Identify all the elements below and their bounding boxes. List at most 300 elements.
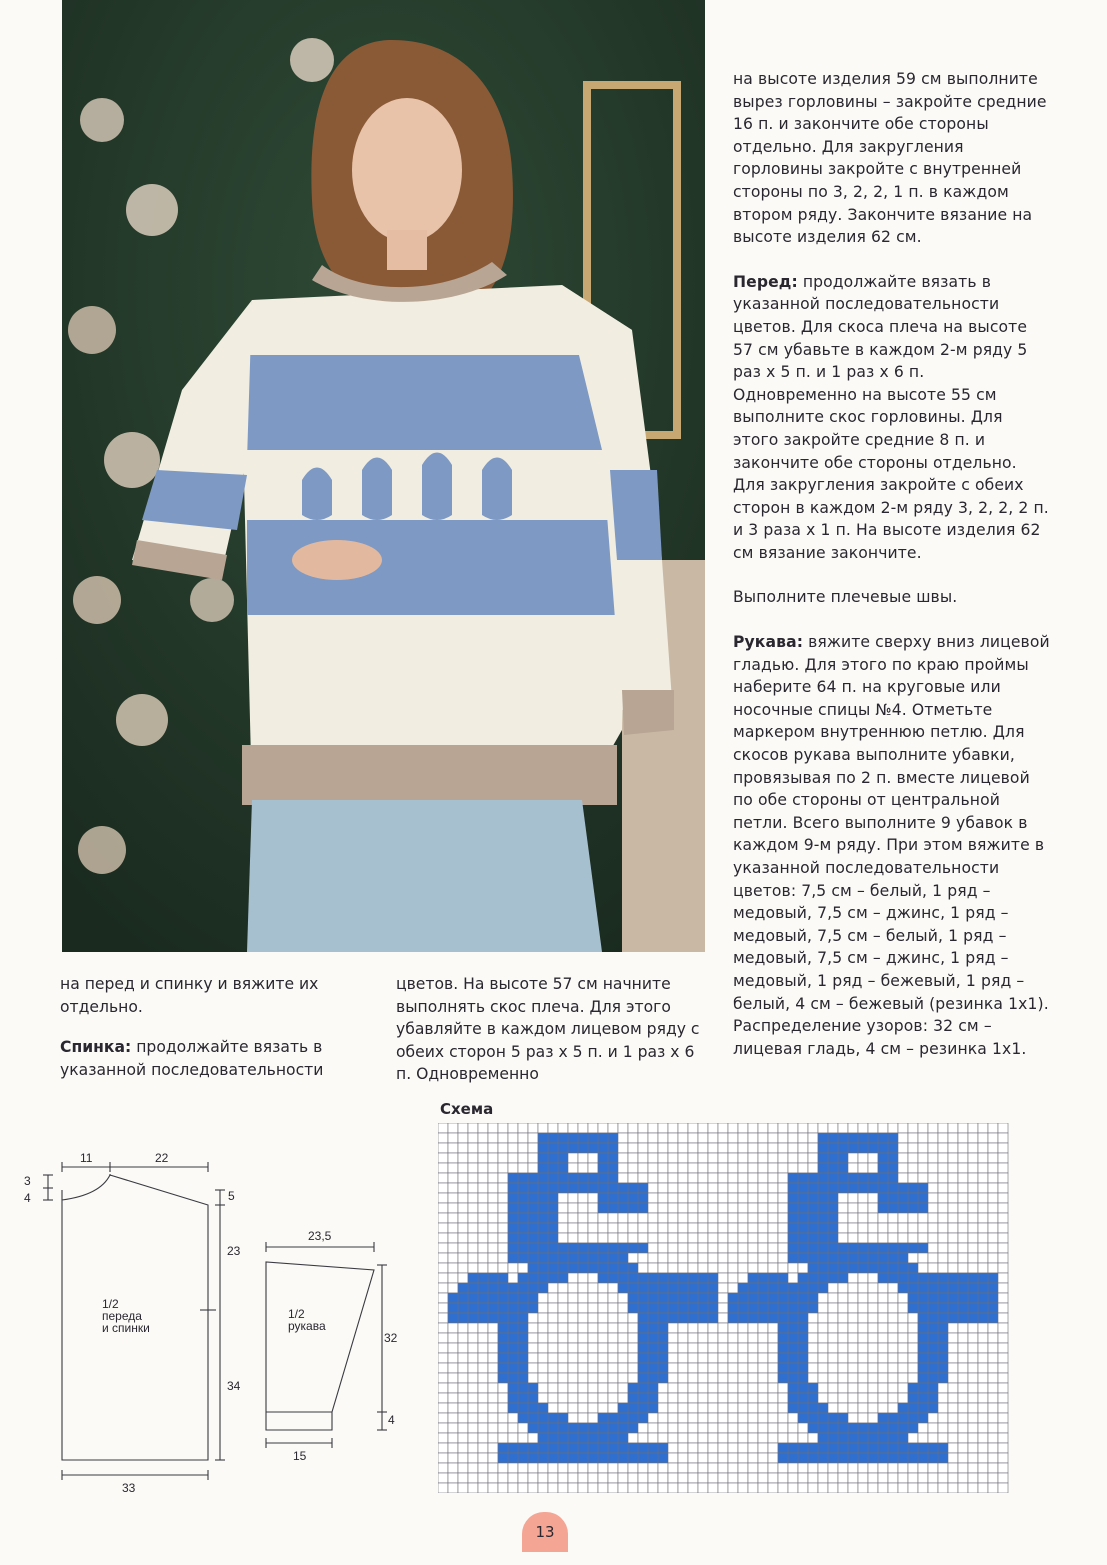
chart-cell [468, 1243, 478, 1253]
chart-cell [898, 1183, 908, 1193]
chart-cell [628, 1363, 638, 1373]
chart-cell [748, 1253, 758, 1263]
chart-cell [678, 1283, 688, 1293]
chart-cell [518, 1293, 528, 1303]
chart-cell [978, 1223, 988, 1233]
chart-cell [908, 1423, 918, 1433]
chart-cell [608, 1473, 618, 1483]
chart-cell [758, 1353, 768, 1363]
chart-cell [778, 1373, 788, 1383]
chart-cell [818, 1393, 828, 1403]
chart-cell [678, 1173, 688, 1183]
chart-cell [908, 1433, 918, 1443]
chart-cell [548, 1183, 558, 1193]
chart-cell [608, 1363, 618, 1373]
chart-cell [698, 1343, 708, 1353]
chart-cell [488, 1423, 498, 1433]
chart-cell [878, 1203, 888, 1213]
chart-cell [788, 1373, 798, 1383]
chart-cell [808, 1203, 818, 1213]
chart-cell [878, 1263, 888, 1273]
chart-cell [798, 1433, 808, 1443]
chart-cell [568, 1373, 578, 1383]
chart-cell [848, 1453, 858, 1463]
chart-cell [728, 1403, 738, 1413]
chart-cell [818, 1273, 828, 1283]
chart-cell [828, 1223, 838, 1233]
chart-cell [508, 1473, 518, 1483]
chart-cell [788, 1223, 798, 1233]
chart-cell [498, 1333, 508, 1343]
chart-cell [468, 1133, 478, 1143]
paragraph-sleeves [733, 631, 1051, 1060]
chart-cell [648, 1203, 658, 1213]
chart-cell [698, 1293, 708, 1303]
chart-cell [788, 1263, 798, 1273]
chart-cell [678, 1373, 688, 1383]
chart-cell [548, 1383, 558, 1393]
chart-cell [568, 1363, 578, 1373]
chart-cell [808, 1253, 818, 1263]
chart-cell [748, 1313, 758, 1323]
chart-cell [938, 1183, 948, 1193]
chart-cell [488, 1163, 498, 1173]
chart-cell [778, 1413, 788, 1423]
chart-cell [808, 1433, 818, 1443]
chart-cell [548, 1163, 558, 1173]
chart-cell [698, 1313, 708, 1323]
chart-cell [658, 1403, 668, 1413]
chart-cell [578, 1153, 588, 1163]
chart-cell [888, 1443, 898, 1453]
chart-cell [858, 1163, 868, 1173]
chart-cell [548, 1143, 558, 1153]
chart-cell [538, 1343, 548, 1353]
chart-cell [658, 1413, 668, 1423]
chart-cell [698, 1263, 708, 1273]
chart-cell [628, 1443, 638, 1453]
chart-cell [798, 1353, 808, 1363]
chart-cell [788, 1243, 798, 1253]
chart-cell [668, 1353, 678, 1363]
chart-cell [578, 1433, 588, 1443]
chart-cell [438, 1323, 448, 1333]
chart-cell [578, 1273, 588, 1283]
chart-cell [988, 1323, 998, 1333]
chart-cell [748, 1283, 758, 1293]
chart-cell [668, 1263, 678, 1273]
chart-cell [908, 1153, 918, 1163]
chart-cell [688, 1423, 698, 1433]
chart-cell [958, 1263, 968, 1273]
chart-cell [518, 1353, 528, 1363]
chart-cell [908, 1283, 918, 1293]
chart-cell [608, 1413, 618, 1423]
chart-cell [688, 1253, 698, 1263]
chart-cell [688, 1413, 698, 1423]
chart-cell [878, 1363, 888, 1373]
chart-cell [768, 1323, 778, 1333]
chart-cell [638, 1323, 648, 1333]
chart-cell [448, 1443, 458, 1453]
chart-cell [878, 1423, 888, 1433]
chart-cell [528, 1223, 538, 1233]
chart-cell [538, 1393, 548, 1403]
chart-cell [448, 1453, 458, 1463]
chart-cell [848, 1423, 858, 1433]
chart-cell [628, 1193, 638, 1203]
chart-cell [708, 1213, 718, 1223]
chart-cell [638, 1293, 648, 1303]
chart-cell [438, 1253, 448, 1263]
chart-cell [588, 1163, 598, 1173]
chart-cell [638, 1403, 648, 1413]
chart-cell [688, 1443, 698, 1453]
chart-cell [678, 1443, 688, 1453]
chart-cell [768, 1423, 778, 1433]
chart-cell [978, 1243, 988, 1253]
chart-cell [818, 1303, 828, 1313]
chart-cell [618, 1323, 628, 1333]
chart-cell [918, 1243, 928, 1253]
chart-cell [868, 1213, 878, 1223]
chart-cell [488, 1363, 498, 1373]
chart-cell [928, 1293, 938, 1303]
chart-cell [678, 1433, 688, 1443]
chart-cell [608, 1393, 618, 1403]
dim-neck-depth-back: 3 [24, 1174, 31, 1188]
chart-cell [468, 1393, 478, 1403]
chart-cell [818, 1213, 828, 1223]
chart-cell [718, 1483, 728, 1493]
chart-cell [978, 1443, 988, 1453]
chart-cell [858, 1333, 868, 1343]
chart-cell [488, 1443, 498, 1453]
chart-cell [638, 1203, 648, 1213]
chart-cell [618, 1193, 628, 1203]
chart-cell [838, 1463, 848, 1473]
chart-cell [598, 1223, 608, 1233]
chart-cell [518, 1203, 528, 1213]
chart-cell [928, 1213, 938, 1223]
chart-cell [838, 1223, 848, 1233]
chart-cell [518, 1453, 528, 1463]
chart-cell [948, 1153, 958, 1163]
chart-cell [948, 1283, 958, 1293]
chart-cell [798, 1153, 808, 1163]
chart-cell [728, 1363, 738, 1373]
chart-cell [918, 1253, 928, 1263]
chart-cell [828, 1413, 838, 1423]
chart-cell [888, 1143, 898, 1153]
chart-cell [808, 1183, 818, 1193]
chart-cell [508, 1273, 518, 1283]
chart-cell [448, 1183, 458, 1193]
chart-cell [668, 1223, 678, 1233]
chart-cell [558, 1403, 568, 1413]
chart-cell [538, 1153, 548, 1163]
chart-cell [528, 1303, 538, 1313]
chart-cell [828, 1393, 838, 1403]
chart-cell [458, 1163, 468, 1173]
chart-cell [448, 1403, 458, 1413]
chart-cell [738, 1233, 748, 1243]
chart-cell [648, 1443, 658, 1453]
chart-cell [908, 1353, 918, 1363]
chart-cell [488, 1283, 498, 1293]
chart-cell [758, 1183, 768, 1193]
chart-cell [938, 1233, 948, 1243]
chart-cell [598, 1373, 608, 1383]
chart-cell [688, 1173, 698, 1183]
chart-cell [768, 1313, 778, 1323]
chart-cell [598, 1463, 608, 1473]
chart-cell [838, 1433, 848, 1443]
chart-cell [868, 1383, 878, 1393]
chart-cell [538, 1403, 548, 1413]
chart-cell [748, 1193, 758, 1203]
chart-cell [648, 1313, 658, 1323]
chart-cell [628, 1143, 638, 1153]
chart-cell [728, 1273, 738, 1283]
chart-cell [578, 1363, 588, 1373]
chart-cell [498, 1403, 508, 1413]
chart-cell [708, 1293, 718, 1303]
chart-cell [508, 1223, 518, 1233]
chart-cell [738, 1273, 748, 1283]
chart-cell [508, 1403, 518, 1413]
chart-cell [768, 1443, 778, 1453]
chart-cell [908, 1143, 918, 1153]
chart-cell [888, 1313, 898, 1323]
chart-cell [508, 1193, 518, 1203]
chart-cell [698, 1463, 708, 1473]
chart-cell [738, 1173, 748, 1183]
chart-cell [888, 1353, 898, 1363]
chart-cell [668, 1383, 678, 1393]
chart-cell [998, 1423, 1008, 1433]
chart-cell [438, 1163, 448, 1173]
chart-cell [858, 1273, 868, 1283]
chart-cell [488, 1463, 498, 1473]
chart-cell [728, 1443, 738, 1453]
chart-cell [588, 1233, 598, 1243]
dim-neck-width: 11 [80, 1151, 93, 1165]
chart-cell [928, 1313, 938, 1323]
chart-cell [858, 1363, 868, 1373]
chart-cell [468, 1423, 478, 1433]
chart-cell [618, 1343, 628, 1353]
chart-cell [488, 1183, 498, 1193]
chart-cell [918, 1333, 928, 1343]
chart-cell [648, 1483, 658, 1493]
chart-cell [538, 1443, 548, 1453]
chart-cell [768, 1393, 778, 1403]
chart-cell [528, 1353, 538, 1363]
chart-cell [478, 1193, 488, 1203]
chart-cell [808, 1343, 818, 1353]
chart-cell [928, 1453, 938, 1463]
chart-cell [848, 1363, 858, 1373]
chart-cell [918, 1193, 928, 1203]
chart-cell [538, 1253, 548, 1263]
chart-cell [748, 1413, 758, 1423]
chart-cell [778, 1443, 788, 1453]
chart-cell [858, 1283, 868, 1293]
chart-cell [628, 1343, 638, 1353]
chart-cell [828, 1183, 838, 1193]
chart-cell [788, 1403, 798, 1413]
chart-cell [688, 1183, 698, 1193]
chart-cell [988, 1213, 998, 1223]
chart-cell [558, 1253, 568, 1263]
chart-cell [568, 1333, 578, 1343]
chart-cell [978, 1283, 988, 1293]
chart-cell [878, 1333, 888, 1343]
chart-cell [448, 1423, 458, 1433]
chart-cell [978, 1143, 988, 1153]
chart-cell [758, 1373, 768, 1383]
chart-cell [488, 1403, 498, 1413]
chart-cell [478, 1473, 488, 1483]
chart-cell [718, 1203, 728, 1213]
chart-cell [678, 1463, 688, 1473]
chart-cell [548, 1123, 558, 1133]
chart-cell [568, 1383, 578, 1393]
chart-cell [838, 1273, 848, 1283]
chart-cell [878, 1233, 888, 1243]
chart-cell [498, 1363, 508, 1373]
sleeve-label-2: рукава [288, 1319, 326, 1333]
chart-cell [888, 1383, 898, 1393]
chart-cell [528, 1373, 538, 1383]
back-heading: Спинка: [60, 1038, 132, 1057]
chart-cell [758, 1133, 768, 1143]
chart-cell [778, 1203, 788, 1213]
chart-cell [568, 1303, 578, 1313]
chart-cell [928, 1263, 938, 1273]
chart-cell [528, 1323, 538, 1333]
chart-cell [808, 1173, 818, 1183]
chart-cell [788, 1293, 798, 1303]
chart-cell [998, 1363, 1008, 1373]
chart-cell [888, 1133, 898, 1143]
chart-cell [838, 1403, 848, 1413]
chart-cell [798, 1453, 808, 1463]
chart-cell [558, 1483, 568, 1493]
chart-cell [948, 1453, 958, 1463]
chart-cell [608, 1333, 618, 1343]
chart-cell [958, 1373, 968, 1383]
chart-cell [918, 1433, 928, 1443]
chart-cell [568, 1433, 578, 1443]
chart-cell [858, 1433, 868, 1443]
chart-cell [848, 1223, 858, 1233]
chart-cell [638, 1443, 648, 1453]
chart-cell [708, 1253, 718, 1263]
chart-cell [918, 1483, 928, 1493]
chart-cell [948, 1313, 958, 1323]
chart-cell [658, 1173, 668, 1183]
chart-cell [698, 1233, 708, 1243]
chart-cell [858, 1423, 868, 1433]
chart-cell [988, 1433, 998, 1443]
chart-cell [988, 1263, 998, 1273]
chart-cell [528, 1263, 538, 1273]
chart-cell [568, 1243, 578, 1253]
chart-cell [478, 1293, 488, 1303]
chart-cell [448, 1153, 458, 1163]
chart-cell [838, 1213, 848, 1223]
chart-cell [878, 1143, 888, 1153]
chart-cell [658, 1223, 668, 1233]
chart-cell [438, 1363, 448, 1373]
chart-cell [728, 1383, 738, 1393]
chart-cell [668, 1203, 678, 1213]
chart-cell [918, 1273, 928, 1283]
chart-cell [838, 1453, 848, 1463]
chart-cell [458, 1133, 468, 1143]
chart-cell [678, 1213, 688, 1223]
chart-cell [858, 1233, 868, 1243]
chart-cell [588, 1483, 598, 1493]
chart-cell [438, 1273, 448, 1283]
chart-cell [498, 1323, 508, 1333]
chart-cell [848, 1243, 858, 1253]
chart-cell [558, 1223, 568, 1233]
chart-cell [758, 1463, 768, 1473]
chart-cell [778, 1403, 788, 1413]
chart-cell [638, 1423, 648, 1433]
chart-cell [598, 1123, 608, 1133]
chart-cell [778, 1133, 788, 1143]
chart-cell [448, 1293, 458, 1303]
chart-cell [708, 1173, 718, 1183]
chart-cell [538, 1463, 548, 1473]
chart-cell [748, 1263, 758, 1273]
chart-cell [628, 1243, 638, 1253]
chart-cell [458, 1373, 468, 1383]
chart-cell [778, 1273, 788, 1283]
chart-cell [868, 1453, 878, 1463]
chart-cell [728, 1303, 738, 1313]
chart-cell [968, 1183, 978, 1193]
chart-cell [668, 1393, 678, 1403]
chart-cell [918, 1403, 928, 1413]
chart-cell [868, 1343, 878, 1353]
chart-cell [438, 1463, 448, 1473]
chart-cell [918, 1123, 928, 1133]
chart-cell [468, 1183, 478, 1193]
chart-cell [808, 1453, 818, 1463]
chart-cell [448, 1163, 458, 1173]
chart-cell [448, 1233, 458, 1243]
chart-cell [558, 1303, 568, 1313]
chart-cell [818, 1243, 828, 1253]
chart-cell [568, 1133, 578, 1143]
chart-cell [828, 1143, 838, 1153]
chart-cell [928, 1153, 938, 1163]
chart-cell [888, 1273, 898, 1283]
chart-cell [558, 1393, 568, 1403]
knitting-chart [438, 1123, 1018, 1493]
chart-cell [758, 1163, 768, 1173]
chart-cell [608, 1213, 618, 1223]
chart-cell [498, 1253, 508, 1263]
chart-cell [938, 1403, 948, 1413]
chart-cell [918, 1373, 928, 1383]
chart-cell [468, 1363, 478, 1373]
